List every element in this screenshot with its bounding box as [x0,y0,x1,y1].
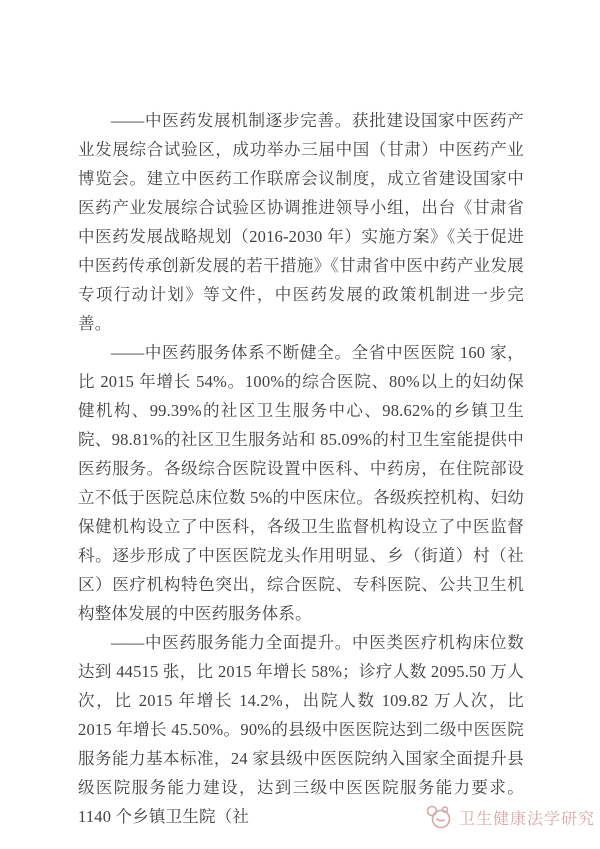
panda-logo-icon [424,804,454,830]
paragraph-development-mechanism: ——中医药发展机制逐步完善。获批建设国家中医药产业发展综合试验区，成功举办三届中国（甘肃）中医药产业博览会。建立中医药工作联席会议制度，成立省建设国家中医药产业发展综合试验区协调推进领导小组，出台《甘肃省中医药发展战略规划（2016-2030 年）实施方案》《关于促进中医药传承创新发展的若干措施》《甘肃省中医中药产业发展专项行动计划》等文件，中医药发展的政策机制进一步完善。 [78,111,524,333]
watermark-label: 卫生健康法学研究 [458,810,595,828]
paragraph-service-capacity: ——中医药服务能力全面提升。中医类医疗机构床位数达到 44515 张，比 2015 年增长 58%；诊疗人数 2095.50 万人次，比 2015 年增长 14.2%，出院人数 109.82 万人次，比 2015 年增长 45.50%。90%的县级中医医院达到二级中医医院服务能力基本标准，24 家县级中医医院纳入国家全面提升县级医院服务能力建设，达到三级中医医院服务能力要求。1140 个乡镇卫生院（社 [78,633,524,826]
paragraph-service-system: ——中医药服务体系不断健全。全省中医医院 160 家，比 2015 年增长 54%。100%的综合医院、80%以上的妇幼保健机构、99.39%的社区卫生服务中心、98.62%的乡镇卫生院、98.81%的社区卫生服务站和 85.09%的村卫生室能提供中医药服务。各级综合医院设置中医科、中药房，在住院部设立不低于医院总床位数 5%的中医床位。各级疾控机构、妇幼保健机构设立了中医科，各级卫生监督机构设立了中医监督科。逐步形成了中医医院龙头作用明显、乡（街道）村（社区）医疗机构特色突出，综合医院、专科医院、公共卫生机构整体发展的中医药服务体系。 [78,343,524,623]
watermark [424,804,595,830]
document-body [78,106,524,831]
